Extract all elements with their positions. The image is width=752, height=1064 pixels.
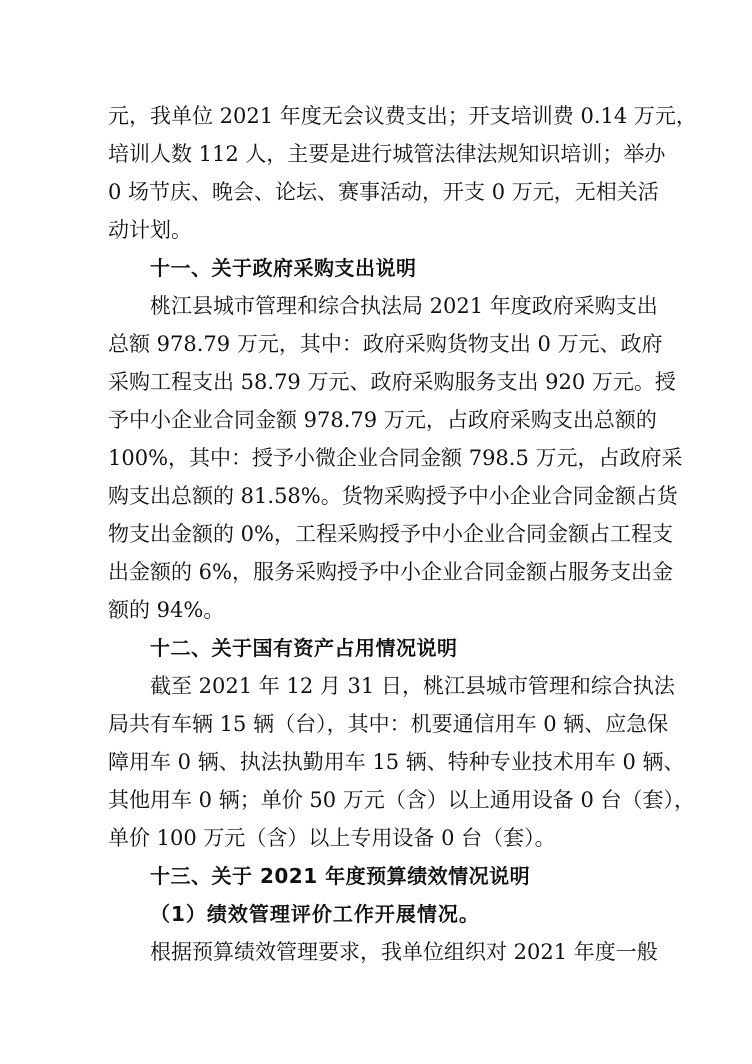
paragraph-line: 其他用车 0 辆；单价 50 万元（含）以上通用设备 0 台（套）， — [108, 788, 695, 812]
paragraph-line: 物支出金额的 0%，工程采购授予中小企业合同金额占工程支 — [108, 522, 673, 546]
paragraph-line: 局共有车辆 15 辆（台），其中：机要通信用车 0 辆、应急保 — [108, 712, 669, 736]
paragraph-line: 予中小企业合同金额 978.79 万元，占政府采购支出总额的 — [108, 408, 657, 432]
paragraph-line: 购支出总额的 81.58%。货物采购授予中小企业合同金额占货 — [108, 484, 678, 508]
section-heading: 十一、关于政府采购支出说明 — [150, 256, 417, 280]
paragraph-line: 总额 978.79 万元，其中：政府采购货物支出 0 万元、政府 — [108, 332, 663, 356]
section-heading: 十三、关于 2021 年度预算绩效情况说明 — [150, 864, 531, 888]
paragraph-line: 截至 2021 年 12 月 31 日，桃江县城市管理和综合执法 — [150, 674, 675, 698]
paragraph-line: 出金额的 6%，服务采购授予中小企业合同金额占服务支出金 — [108, 560, 673, 584]
paragraph-line: 单价 100 万元（含）以上专用设备 0 台（套）。 — [108, 826, 556, 850]
paragraph-line: 动计划。 — [108, 218, 192, 242]
paragraph-line: 培训人数 112 人，主要是进行城管法律法规知识培训；举办 — [108, 142, 666, 166]
subsection-heading: （1）绩效管理评价工作开展情况。 — [150, 902, 480, 926]
paragraph-line: 采购工程支出 58.79 万元、政府采购服务支出 920 万元。授 — [108, 370, 676, 394]
paragraph-line: 元，我单位 2021 年度无会议费支出；开支培训费 0.14 万元， — [108, 104, 697, 128]
paragraph-line: 障用车 0 辆、执法执勤用车 15 辆、特种专业技术用车 0 辆、 — [108, 750, 685, 774]
paragraph-line: 桃江县城市管理和综合执法局 2021 年度政府采购支出 — [150, 294, 658, 318]
paragraph-line: 100%，其中：授予小微企业合同金额 798.5 万元，占政府采 — [108, 446, 683, 470]
paragraph-line: 根据预算绩效管理要求，我单位组织对 2021 年度一般 — [150, 940, 658, 964]
paragraph-line: 额的 94%。 — [108, 598, 225, 622]
paragraph-line: 0 场节庆、晚会、论坛、赛事活动，开支 0 万元，无相关活 — [108, 180, 659, 204]
section-heading: 十二、关于国有资产占用情况说明 — [150, 636, 458, 660]
